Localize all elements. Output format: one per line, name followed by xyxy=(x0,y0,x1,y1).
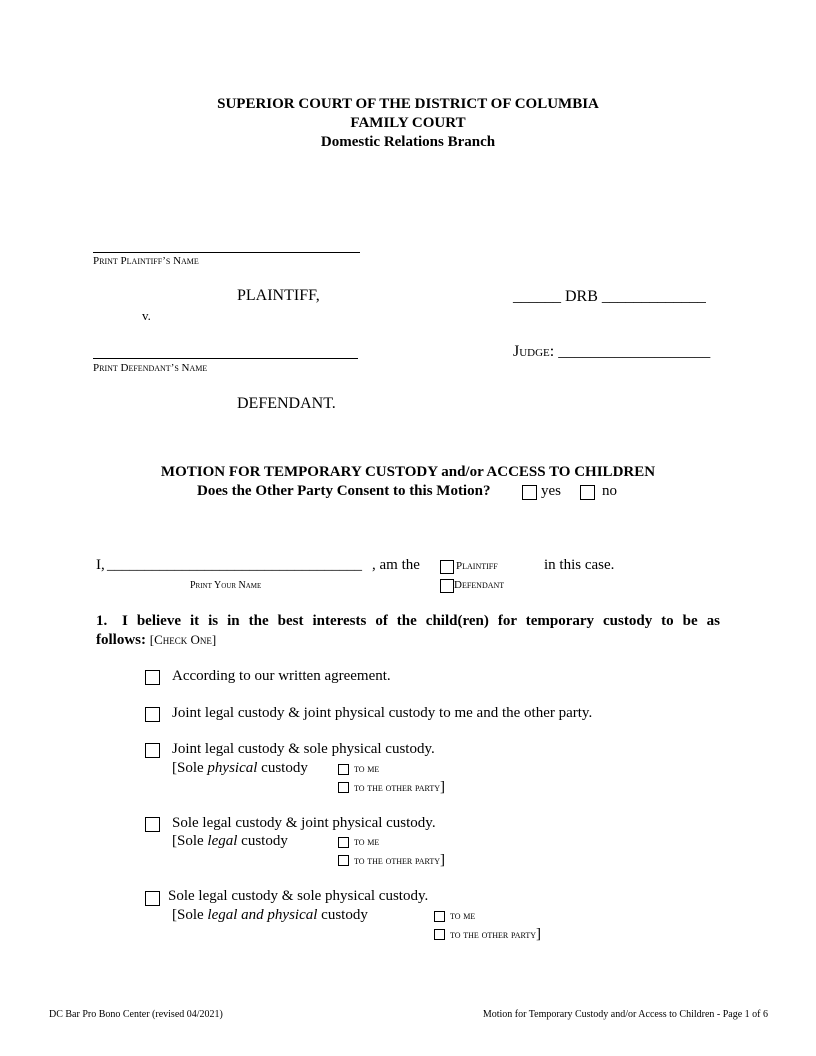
option-3-sub-italic: physical xyxy=(207,760,258,776)
question-1-follows: follows: xyxy=(96,632,146,648)
option-sole-legal-sole-physical-checkbox[interactable] xyxy=(145,891,160,906)
case-number-field[interactable] xyxy=(513,288,706,306)
declarant-name-label: Print Your Name xyxy=(190,580,262,591)
option-3-to-me-label: to me xyxy=(354,763,380,775)
option-5-sub-open: [Sole xyxy=(172,907,204,923)
option-joint-joint-checkbox[interactable] xyxy=(145,707,160,722)
option-3-to-other xyxy=(354,778,445,796)
case-number-suffix: _____________ xyxy=(601,288,706,305)
option-3-to-other-checkbox[interactable] xyxy=(338,782,349,793)
option-4-sub-close: custody xyxy=(241,833,288,849)
footer-right: Motion for Temporary Custody and/or Access to Children - Page 1 of 6 xyxy=(482,1009,768,1020)
option-4-to-me-checkbox[interactable] xyxy=(338,837,349,848)
option-3-sub-close: custody xyxy=(261,760,308,776)
party-defendant-checkbox[interactable] xyxy=(440,579,454,593)
option-3-sub-label xyxy=(172,760,308,777)
consent-yes-checkbox[interactable] xyxy=(522,485,537,500)
option-4-to-other-label: to the other party xyxy=(354,855,440,867)
case-number-prefix: ______ xyxy=(513,288,561,305)
plaintiff-name-line[interactable] xyxy=(93,252,360,253)
option-5-to-me-checkbox[interactable] xyxy=(434,911,445,922)
option-4-sub-italic: legal xyxy=(207,833,238,849)
judge-label: Judge: xyxy=(513,343,555,360)
option-5-sub-close: custody xyxy=(321,907,368,923)
party-plaintiff-checkbox[interactable] xyxy=(440,560,454,574)
defendant-name-label: Print Defendant’s Name xyxy=(93,362,208,374)
court-division: FAMILY COURT xyxy=(350,115,466,131)
judge-line: ___________________ xyxy=(558,343,711,360)
option-5-sub-label xyxy=(172,907,368,924)
consent-yes-label: yes xyxy=(541,483,561,499)
option-5-to-other xyxy=(450,925,541,943)
option-4-bracket-close: ] xyxy=(440,852,445,868)
option-5-sub-italic: legal and physical xyxy=(207,907,318,923)
judge-field[interactable] xyxy=(513,343,710,361)
motion-title: MOTION FOR TEMPORARY CUSTODY and/or ACCESS TO CHILDREN xyxy=(160,464,656,480)
party-defendant-label: Defendant xyxy=(454,579,505,591)
question-1-number: 1. xyxy=(96,613,108,629)
declarant-prefix: I, xyxy=(96,557,105,573)
option-4-to-me-label: to me xyxy=(354,836,380,848)
option-3-to-me-checkbox[interactable] xyxy=(338,764,349,775)
option-written-agreement-label: According to our written agreement. xyxy=(172,668,391,684)
versus: v. xyxy=(142,308,151,323)
option-sole-legal-sole-physical-label: Sole legal custody & sole physical custody. xyxy=(168,888,429,904)
defendant-name-line[interactable] xyxy=(93,358,358,359)
declarant-name-line[interactable]: __________________________________ xyxy=(107,557,362,573)
question-1-text: I believe it is in the best interests of the child(ren) for temporary custody to be as xyxy=(122,613,720,629)
party-plaintiff-label: Plaintiff xyxy=(456,560,498,572)
am-the-text: , am the xyxy=(372,557,420,573)
defendant-role: DEFENDANT. xyxy=(237,395,336,412)
plaintiff-name-label: Print Plaintiff’s Name xyxy=(93,255,199,267)
option-4-sub-label xyxy=(172,833,288,850)
option-5-to-me-label: to me xyxy=(450,910,476,922)
footer-left: DC Bar Pro Bono Center (revised 04/2021) xyxy=(49,1009,223,1020)
consent-question: Does the Other Party Consent to this Motion? xyxy=(197,483,491,499)
court-branch: Domestic Relations Branch xyxy=(320,134,496,150)
option-joint-joint-label: Joint legal custody & joint physical custody to me and the other party. xyxy=(172,705,593,721)
option-written-agreement-checkbox[interactable] xyxy=(145,670,160,685)
option-4-to-other xyxy=(354,851,445,869)
plaintiff-role: PLAINTIFF, xyxy=(237,287,320,304)
option-4-to-other-checkbox[interactable] xyxy=(338,855,349,866)
option-sole-legal-joint-physical-checkbox[interactable] xyxy=(145,817,160,832)
question-1-line2 xyxy=(96,632,216,649)
consent-no-label: no xyxy=(602,483,617,499)
option-3-bracket-close: ] xyxy=(440,779,445,795)
option-5-bracket-close: ] xyxy=(536,926,541,942)
consent-no-checkbox[interactable] xyxy=(580,485,595,500)
option-sole-legal-joint-physical-label: Sole legal custody & joint physical custody. xyxy=(172,815,436,831)
court-name: SUPERIOR COURT OF THE DISTRICT OF COLUMBIA xyxy=(217,96,599,112)
option-joint-legal-sole-physical-checkbox[interactable] xyxy=(145,743,160,758)
option-5-to-other-checkbox[interactable] xyxy=(434,929,445,940)
option-4-sub-open: [Sole xyxy=(172,833,204,849)
check-one-instruction: [Check One] xyxy=(149,632,217,647)
option-3-to-other-label: to the other party xyxy=(354,782,440,794)
option-3-sub-open: [Sole xyxy=(172,760,204,776)
in-this-case-text: in this case. xyxy=(544,557,615,573)
option-5-to-other-label: to the other party xyxy=(450,929,536,941)
case-number-label: DRB xyxy=(565,288,598,305)
option-joint-legal-sole-physical-label: Joint legal custody & sole physical custody. xyxy=(172,741,435,757)
